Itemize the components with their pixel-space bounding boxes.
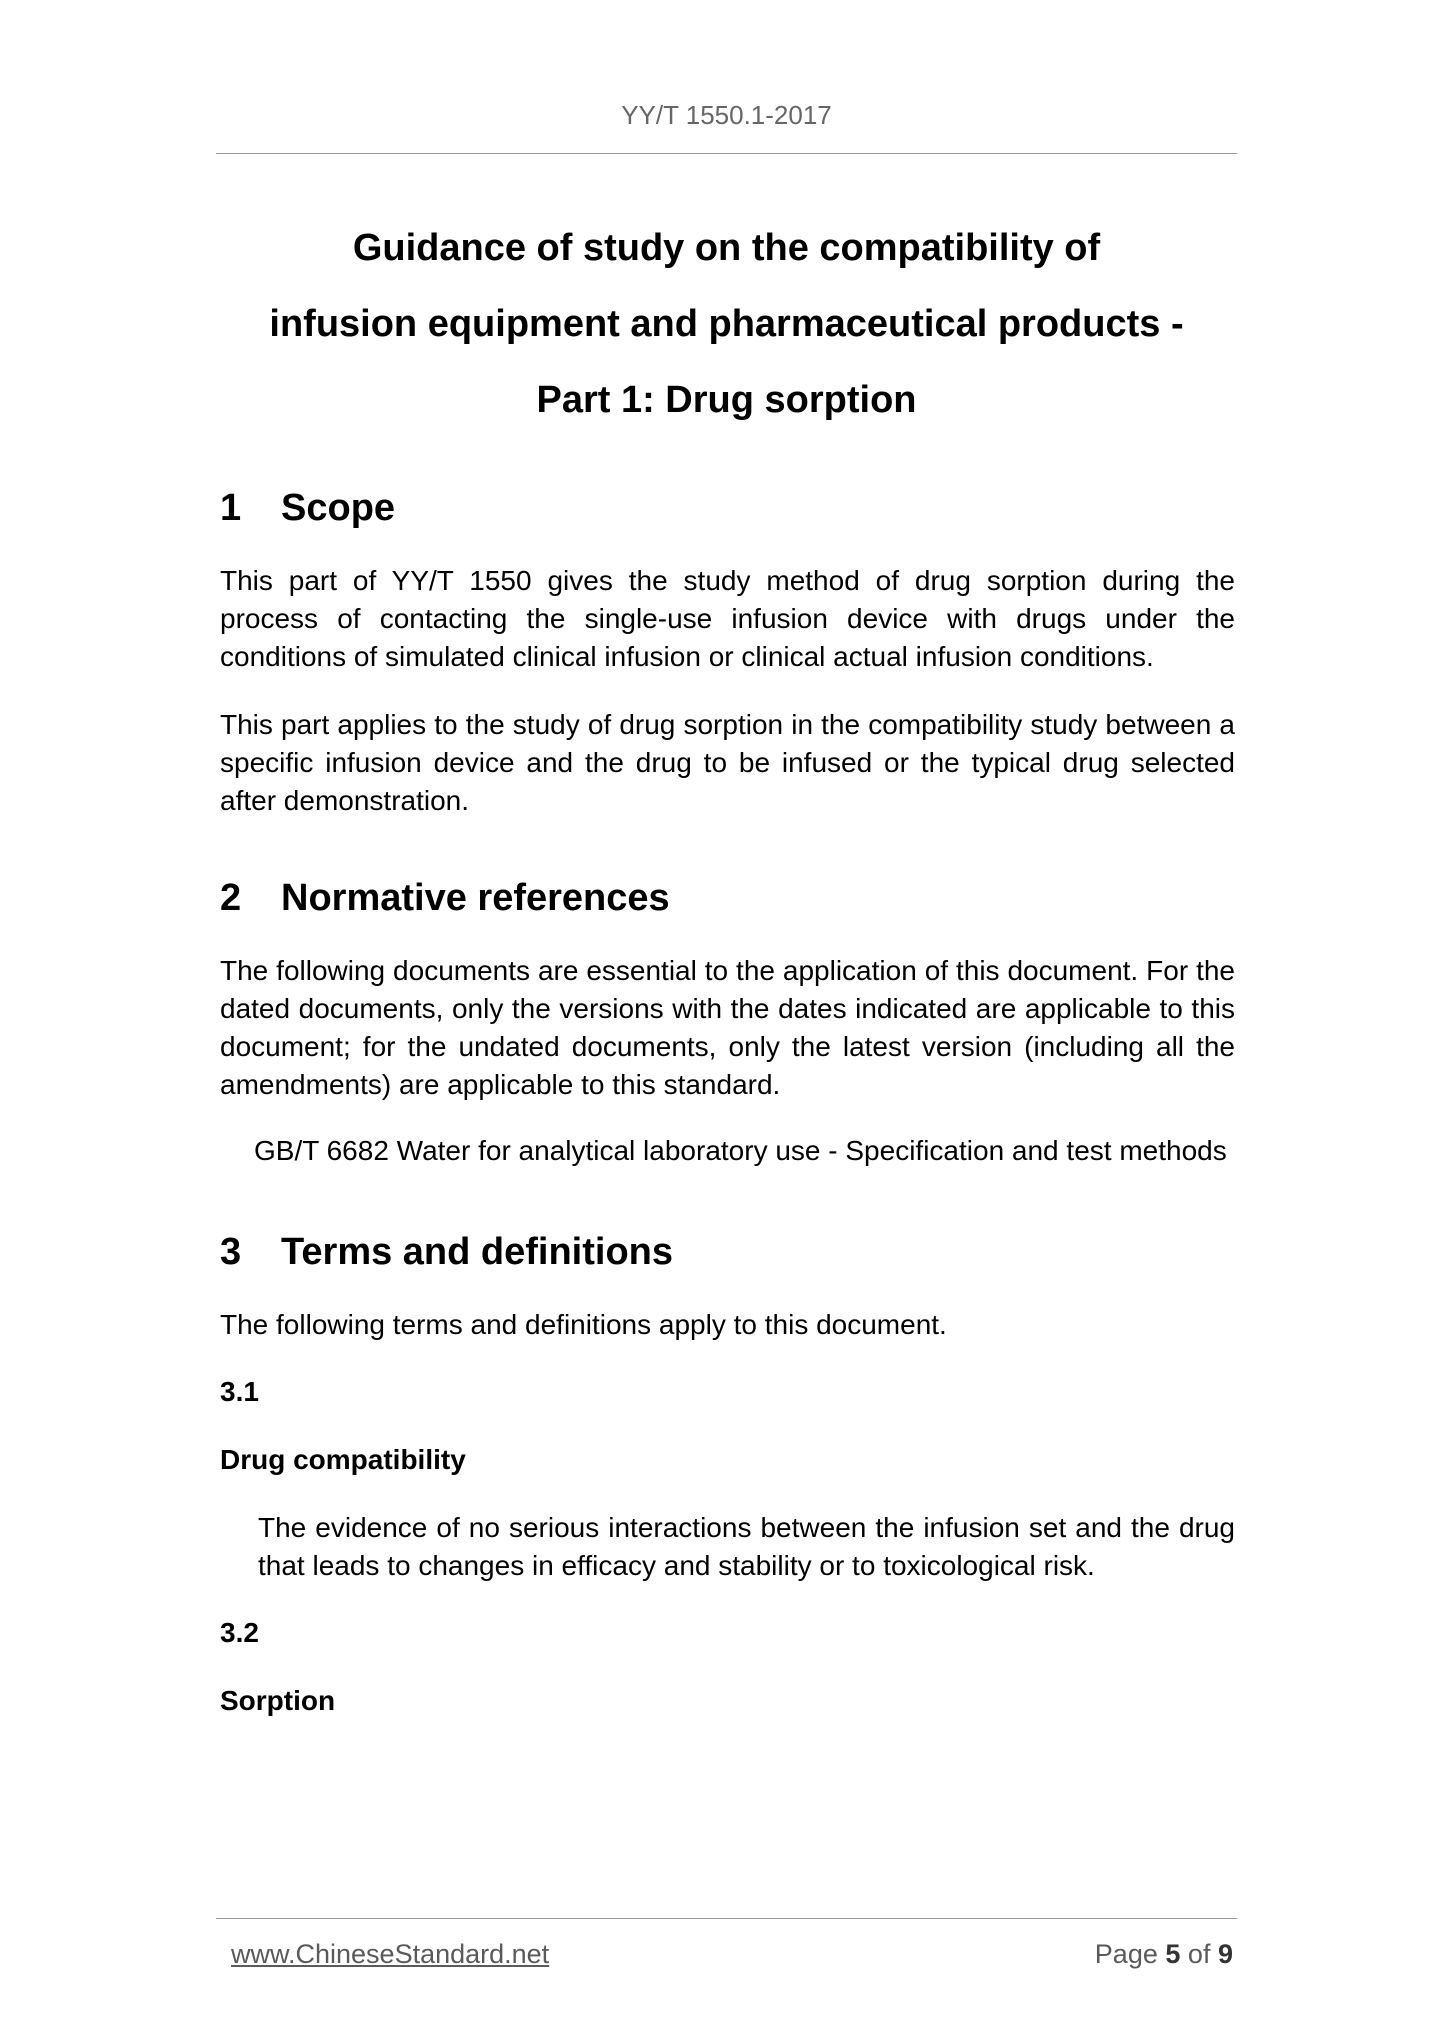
document-body — [220, 478, 1235, 1720]
scope-paragraph-2: This part applies to the study of drug sorption in the compatibility study between a specific infusion device and the drug to be infused or the typical drug selected after demonstration. — [220, 709, 1235, 816]
term-definition: The evidence of no serious interactions between the infusion set and the drug that leads to changes in efficacy and stability or to toxicological risk. — [258, 1512, 1235, 1581]
page-indicator — [1095, 1939, 1233, 1970]
clause-number: 3.2 — [220, 1617, 259, 1648]
footer-divider — [216, 1918, 1237, 1919]
title-line-2: infusion equipment and pharmaceutical products - — [269, 303, 1184, 345]
term-name: Drug compatibility — [220, 1444, 466, 1475]
section-heading-scope — [220, 478, 1235, 538]
section-heading-normative-references — [220, 868, 1235, 928]
page-current: 5 — [1165, 1939, 1181, 1969]
title-line-3: Part 1: Drug sorption — [536, 379, 917, 421]
website-link[interactable]: www.ChineseStandard.net — [231, 1939, 550, 1969]
section-heading-terms-and-definitions — [220, 1222, 1235, 1282]
scope-paragraph-1: This part of YY/T 1550 gives the study method of drug sorption during the process of contacting the single-use infusion device with drugs under the conditions of simulated clinical infusion or clinical actual infusion conditions. — [220, 565, 1235, 672]
section-number: 2 — [220, 877, 242, 919]
section-number: 1 — [220, 487, 242, 529]
page-total: 9 — [1217, 1939, 1233, 1969]
section-title: Normative references — [281, 877, 670, 919]
clause-number: 3.1 — [220, 1376, 259, 1407]
title-line-1: Guidance of study on the compatibility of — [352, 227, 1101, 269]
section-title: Scope — [281, 487, 396, 529]
section-title: Terms and definitions — [281, 1231, 674, 1273]
page-label: Page — [1094, 1939, 1158, 1969]
running-header: YY/T 1550.1-2017 — [621, 100, 832, 130]
terms-intro-paragraph: The following terms and definitions apply to this document. — [220, 1309, 947, 1340]
document-title — [216, 210, 1237, 438]
header-divider — [216, 153, 1237, 154]
page-of: of — [1187, 1939, 1211, 1969]
reference-item: GB/T 6682 Water for analytical laboratory use - Specification and test methods — [254, 1135, 1227, 1166]
section-number: 3 — [220, 1231, 242, 1273]
normative-references-paragraph: The following documents are essential to the application of this document. For the dated documents, only the versions with the dates indicated are applicable to this document; for the undated documents, only the latest version (including all the amendments) are applicable to this standard. — [220, 955, 1235, 1100]
term-name: Sorption — [220, 1685, 336, 1716]
